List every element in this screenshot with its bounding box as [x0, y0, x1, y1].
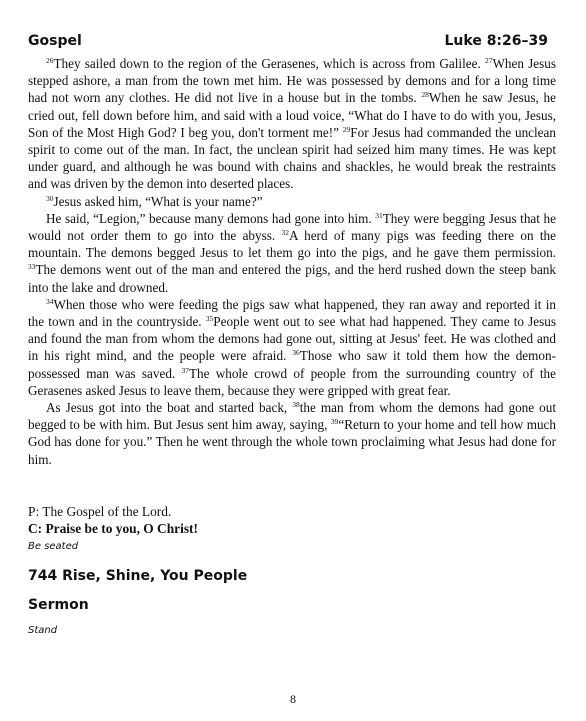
- verse-text: the man from whom the demons had gone out begged to be with him. But Jesus sent him away, saying,: [28, 400, 556, 433]
- verse-number: 27: [484, 56, 493, 65]
- verse-number: 29: [342, 124, 351, 134]
- verse-text: They were begging Jesus that he would not order them to go into the abyss.: [28, 210, 556, 244]
- sermon-heading: Sermon: [28, 597, 89, 613]
- verse-number: 28: [421, 90, 429, 100]
- verse-text: When he saw Jesus, he cried out, fell down before him, and said with a loud voice, “What do I have to do with you, Jesus, Son of the Most High God? I beg you, don't torment me!”: [28, 90, 556, 140]
- verse-text: The demons went out of the man and entered the pigs, and the herd rushed down the steep bank into the lake and drowned.: [28, 262, 556, 295]
- verse-number: 34: [46, 296, 54, 306]
- verse-text: When Jesus stepped ashore, a man from the town met him. He was possessed by demons and for a long time had not worn any clothes. He did not live in a house but in the tombs.: [28, 56, 556, 106]
- verse-number: 30: [46, 193, 54, 203]
- verse-text: Those who saw it told them how the demon-possessed man was saved.: [28, 348, 556, 381]
- verse-text: People went out to see what had happened. They came to Jesus and found the man from whom the demons had gone out, sitting at Jesus' feet. He was clothed and in his right mind, and the people were afraid.: [28, 314, 556, 364]
- verse-text: He said, “Legion,” because many demons had gone into him.: [46, 210, 376, 226]
- verse-number: 32: [281, 228, 289, 238]
- verse-number: 36: [292, 348, 300, 358]
- verse-text: “Return to your home and tell how much God has done for you.” Then he went through the whole town proclaiming what Jesus had done for him.: [28, 417, 556, 467]
- verse-text: The whole crowd of people from the surrounding country of the Gerasenes asked Jesus to leave them, because they were gripped with great fear.: [28, 365, 556, 398]
- verse-number: 33: [28, 262, 36, 272]
- verse-text: They sailed down to the region of the Gerasenes, which is across from Galilee.: [53, 56, 485, 71]
- pastor-line: P: The Gospel of the Lord.: [28, 504, 172, 519]
- gospel-response: [28, 503, 198, 537]
- verse-number: 35: [205, 314, 214, 324]
- congregation-line: C: Praise be to you, O Christ!: [28, 521, 198, 536]
- verse-number: 37: [181, 365, 189, 375]
- gospel-paragraph: [28, 55, 556, 193]
- verse-text: Jesus asked him, “What is your name?”: [53, 193, 263, 209]
- gospel-paragraph: [28, 193, 556, 210]
- gospel-paragraph: [28, 399, 556, 468]
- gospel-paragraph: [28, 296, 556, 399]
- verse-number: 26: [46, 56, 54, 65]
- rubric-be-seated: Be seated: [28, 541, 79, 552]
- reading-title: Gospel: [28, 33, 82, 49]
- verse-number: 31: [375, 210, 383, 220]
- verse-text: When those who were feeding the pigs saw what happened, they ran away and reported it in the town and in the countryside.: [28, 296, 556, 330]
- verse-text: For Jesus had commanded the unclean spirit to come out of the man. In fact, the unclean spirit had seized him many times. He was kept under guard, and although he was bound with chains and shackles, he would break the restraints and was driven by the demon into deserted places.: [28, 124, 556, 192]
- verse-number: 38: [292, 400, 300, 410]
- hymn-heading: 744 Rise, Shine, You People: [28, 568, 248, 584]
- verse-text: As Jesus got into the boat and started back,: [46, 400, 293, 416]
- scripture-reference: Luke 8:26–39: [444, 33, 548, 49]
- page-number: 8: [290, 692, 296, 706]
- verse-number: 39: [330, 417, 339, 427]
- verse-text: A herd of many pigs was feeding there on the mountain. The demons begged Jesus to let them go into the pigs, and he gave them permission.: [28, 228, 557, 261]
- gospel-text: [28, 55, 556, 468]
- gospel-paragraph: [28, 210, 556, 296]
- rubric-stand: Stand: [28, 625, 58, 636]
- reading-header: [28, 33, 548, 53]
